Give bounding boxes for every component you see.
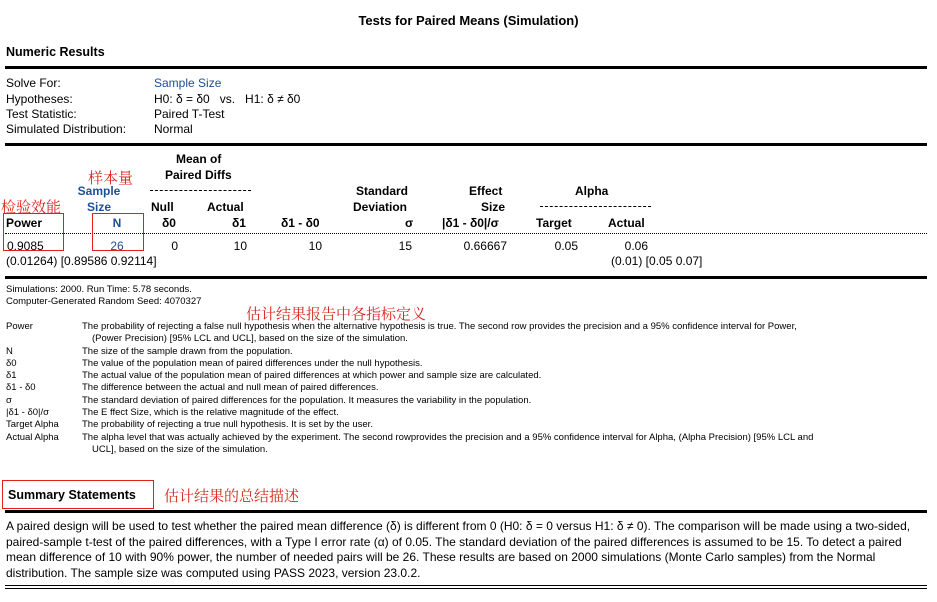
power-header: Power: [6, 216, 43, 230]
header-dash: [540, 206, 651, 207]
sample-header: Sample: [77, 184, 121, 198]
definition-text: The E ffect Size, which is the relative magnitude of the effect.: [82, 407, 339, 418]
standard-header: Standard: [356, 184, 409, 198]
definition-text: The difference between the actual and null mean of paired differences.: [82, 382, 379, 393]
definition-text: UCL], based on the size of the simulation.: [92, 444, 268, 455]
d1-d0-value: 10: [308, 239, 322, 253]
solve-for-value: Sample Size: [154, 76, 222, 90]
section-divider: [5, 66, 927, 69]
report-title: Tests for Paired Means (Simulation): [358, 13, 579, 28]
summary-heading: Summary Statements: [8, 488, 136, 502]
definition-term: δ1 - δ0: [6, 382, 36, 393]
summary-annotation: 估计结果的总结描述: [164, 487, 300, 505]
d0-value: 0: [171, 239, 178, 253]
effect-formula-header: |δ1 - δ0|/σ: [442, 216, 499, 230]
solve-for-label: Solve For:: [6, 76, 61, 90]
size-header: Size: [86, 200, 111, 214]
power-ci: (0.01264) [0.89586 0.92114]: [6, 254, 157, 268]
definition-text: The standard deviation of paired differences for the population. It measures the variability in the population.: [82, 395, 532, 406]
null-header: Null: [151, 200, 174, 214]
d0-header: δ0: [162, 216, 176, 230]
hypotheses-label: Hypotheses:: [6, 92, 73, 106]
definition-text: The size of the sample drawn from the population.: [82, 346, 293, 357]
test-statistic-value: Paired T-Test: [154, 107, 225, 121]
distribution-label: Simulated Distribution:: [6, 122, 127, 136]
definitions-annotation: 估计结果报告中各指标定义: [246, 305, 427, 323]
effect-size-value: 0.66667: [463, 239, 507, 253]
test-statistic-label: Test Statistic:: [6, 107, 77, 121]
target-alpha-value: 0.05: [554, 239, 578, 253]
section-divider: [5, 143, 927, 146]
d1-header: δ1: [232, 216, 246, 230]
actual-header: Actual: [207, 200, 244, 214]
distribution-value: Normal: [154, 122, 193, 136]
header-dash: [150, 190, 251, 191]
definition-term: Target Alpha: [6, 419, 59, 430]
power-highlight-box: [3, 213, 64, 251]
n-value: 26: [110, 239, 124, 253]
d1-d0-header: δ1 - δ0: [281, 216, 320, 230]
random-seed-info: Computer-Generated Random Seed: 4070327: [6, 296, 202, 307]
section-divider: [5, 276, 927, 279]
target-header: Target: [536, 216, 572, 230]
n-highlight-box: [92, 213, 144, 251]
paired-diffs-header: Paired Diffs: [165, 168, 232, 182]
definition-text: The probability of rejecting a false null hypothesis when the alternative hypothesis is true. The second row provides the precision and a 95% confidence interval for Power,: [82, 321, 797, 332]
definition-term: δ1: [6, 370, 17, 381]
n-header: N: [112, 216, 122, 230]
simulation-info: Simulations: 2000. Run Time: 5.78 seconds.: [6, 284, 192, 295]
section-divider: [5, 588, 927, 589]
section-divider: [5, 510, 927, 513]
definition-text: The actual value of the population mean of paired differences at which power and sample size are calculated.: [82, 370, 542, 381]
actual-alpha-header: Actual: [608, 216, 645, 230]
definition-term: |δ1 - δ0|/σ: [6, 407, 50, 418]
definition-term: N: [6, 346, 13, 357]
power-annotation: 检验效能: [1, 198, 62, 216]
alpha-ci: (0.01) [0.05 0.07]: [611, 254, 703, 268]
definition-term: δ0: [6, 358, 17, 369]
effect-size-header: Size: [481, 200, 506, 214]
sigma-value: 15: [398, 239, 412, 253]
definition-text: The probability of rejecting a true null hypothesis. It is set by the user.: [82, 419, 373, 430]
alpha-header: Alpha: [575, 184, 609, 198]
definition-text: The value of the population mean of paired differences under the null hypothesis.: [82, 358, 423, 369]
section-divider: [5, 585, 927, 586]
definition-text: (Power Precision) [95% LCL and UCL], based on the size of the simulation.: [92, 333, 408, 344]
hypotheses-value: H0: δ = δ0 vs. H1: δ ≠ δ0: [154, 92, 301, 106]
definition-term: Actual Alpha: [6, 432, 59, 443]
actual-alpha-value: 0.06: [624, 239, 648, 253]
definition-term: σ: [6, 395, 12, 406]
d1-value: 10: [233, 239, 247, 253]
deviation-header: Deviation: [353, 200, 408, 214]
power-value: 0.9085: [7, 239, 44, 253]
definition-term: Power: [6, 321, 33, 332]
effect-header: Effect: [469, 184, 503, 198]
summary-text: A paired design will be used to test whether the paired mean difference (δ) is different from 0 (H0: δ = 0 versus H1: δ ≠ 0). The comparison will be made using a two-sided, paired-sample t-test of the paired differences, with a Type I error rate (α) of 0.05. The standard deviation of the paired differences is assumed to be 15. To detect a paired mean difference of 10 with 90% power, the number of needed pairs will be 26. These results are based on 2000 simulations (Monte Carlo samples) from the Normal distribution. The sample size was computed using PASS 2023, version 23.0.2.: [6, 519, 911, 580]
numeric-results-heading: Numeric Results: [6, 45, 105, 59]
sample-size-annotation: 样本量: [88, 169, 134, 187]
sigma-header: σ: [405, 216, 414, 230]
definition-text: The alpha level that was actually achieved by the experiment. The second rowprovides the precision and a 95% confidence interval for Alpha, (Alpha Precision) [95% LCL and: [82, 432, 814, 443]
mean-of-header: Mean of: [176, 152, 222, 166]
